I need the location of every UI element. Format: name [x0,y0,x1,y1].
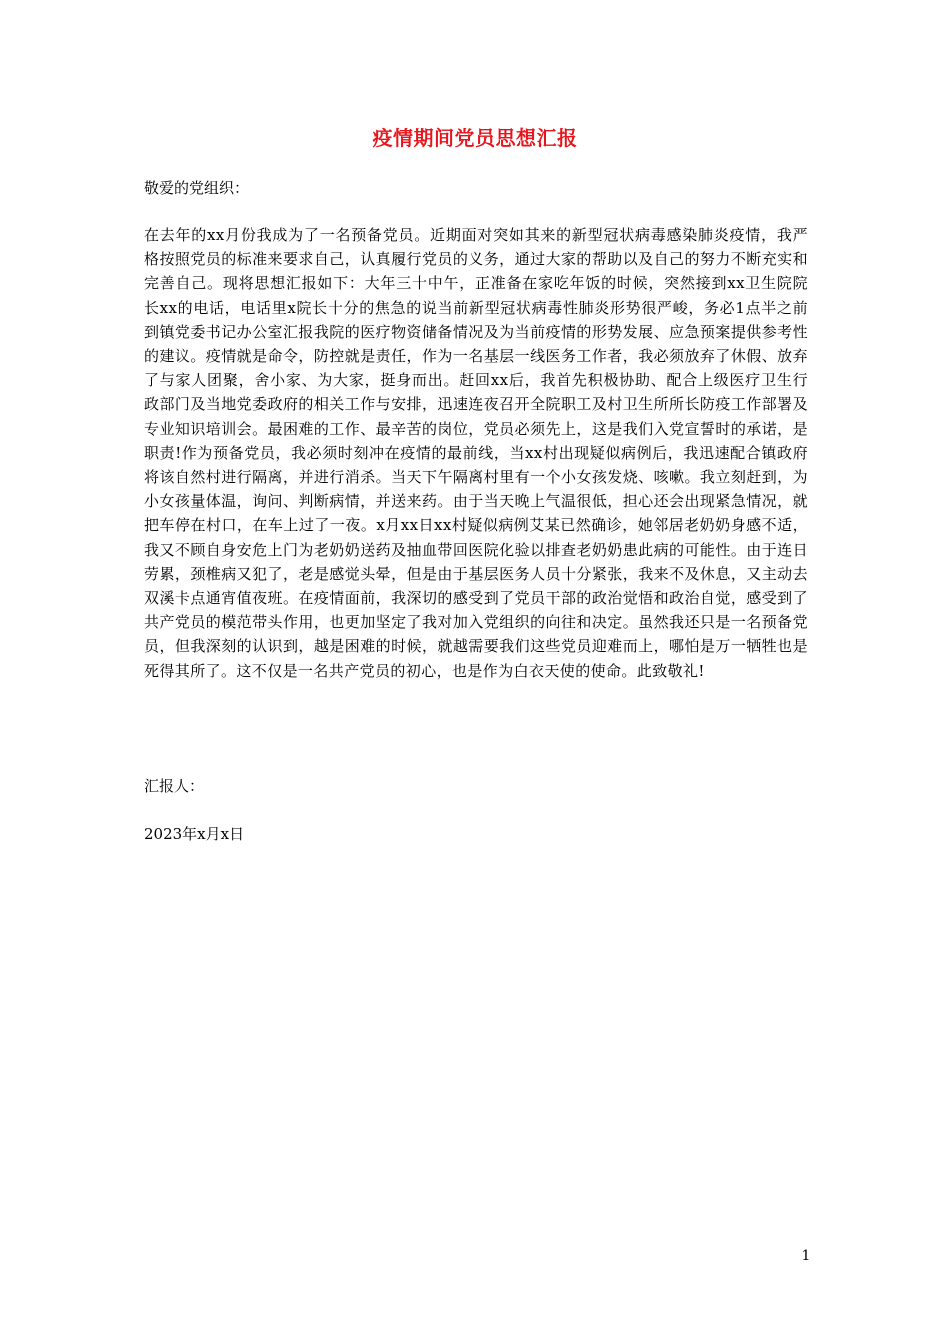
document-title: 疫情期间党员思想汇报 [372,126,578,150]
salutation: 敬爱的党组织： [144,179,250,197]
signer-label: 汇报人： [144,777,205,795]
report-date: 2023年x月x日 [144,825,245,843]
page-number: 1 [801,1248,811,1264]
body-paragraph: 在去年的xx月份我成为了一名预备党员。近期面对突如其来的新型冠状病毒感染肺炎疫情，我严格按照党员的标准来要求自己，认真履行党员的义务，通过大家的帮助以及自己的努力不断充实和完善自己。现将思想汇报如下：大年三十中午，正准备在家吃年饭的时候，突然接到xx卫生院院长xx的电话，电话里x院长十分的焦急的说当前新型冠状病毒性肺炎形势很严峻，务必1点半之前到镇党委书记办公室汇报我院的医疗物资储备情况及为当前疫情的形势发展、应急预案提供参考性的建议。疫情就是命令，防控就是责任，作为一名基层一线医务工作者，我必须放弃了休假、放弃了与家人团聚，舍小家、为大家，挺身而出。赶回xx后，我首先积极协助、配合上级医疗卫生行政部门及当地党委政府的相关工作与安排，迅速连夜召开全院职工及村卫生所所长防疫工作部署及专业知识培训会。最困难的工作、最辛苦的岗位，党员必须先上，这是我们入党宣誓时的承诺，是职责!作为预备党员，我必须时刻冲在疫情的最前线，当xx村出现疑似病例后，我迅速配合镇政府将该自然村进行隔离，并进行消杀。当天下午隔离村里有一个小女孩发烧、咳嗽。我立刻赶到，为小女孩量体温，询问、判断病情，并送来药。由于当天晚上气温很低，担心还会出现紧急情况，就把车停在村口，在车上过了一夜。x月xx日xx村疑似病例艾某已然确诊，她邻居老奶奶身感不适，我又不顾自身安危上门为老奶奶送药及抽血带回医院化验以排查老奶奶患此病的可能性。由于连日劳累，颈椎病又犯了，老是感觉头晕，但是由于基层医务人员十分紧张，我来不及休息，又主动去双溪卡点通宵值夜班。在疫情面前，我深切的感受到了党员干部的政治觉悟和政治自觉，感受到了共产党员的模范带头作用，也更加坚定了我对加入党组织的向往和决定。虽然我还只是一名预备党员，但我深刻的认识到，越是困难的时候，就越需要我们这些党员迎难而上，哪怕是万一牺牲也是死得其所了。这不仅是一名共产党员的初心，也是作为白衣天使的使命。此致敬礼! [144,226,808,680]
